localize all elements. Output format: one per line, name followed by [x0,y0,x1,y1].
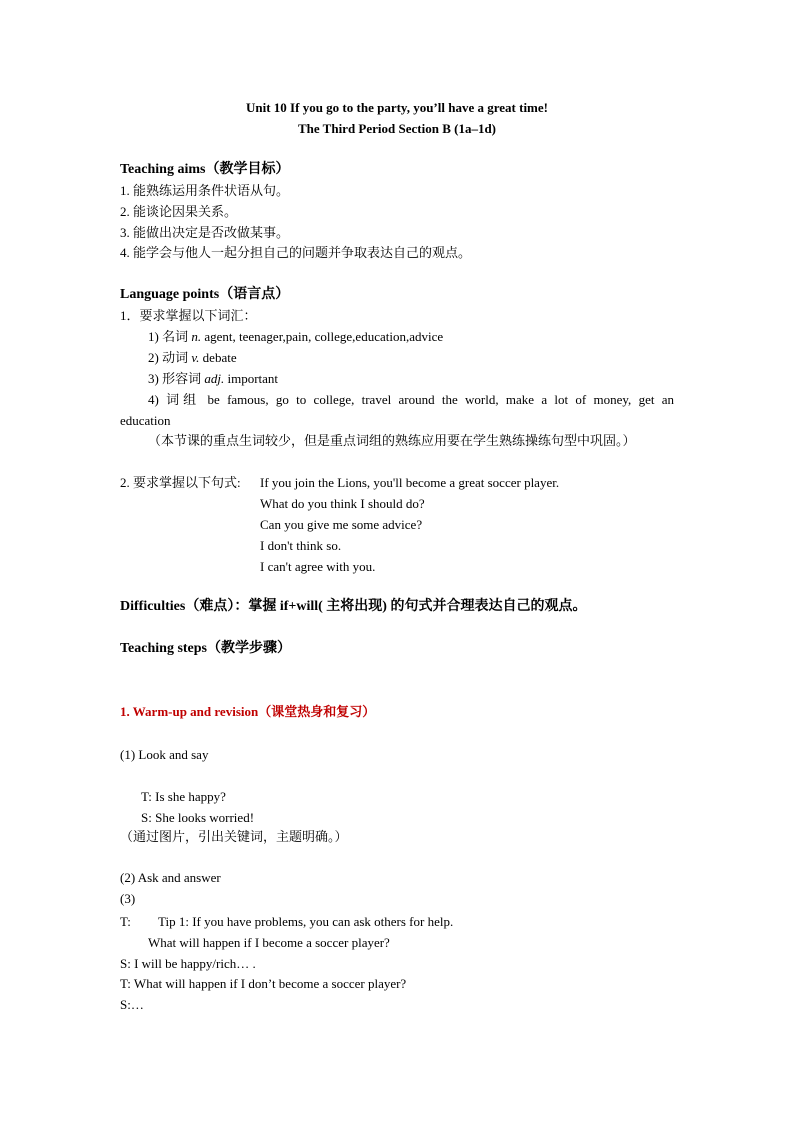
student-answer: S:… [120,997,144,1012]
vocab-label: 名词 [162,329,189,344]
vocab-subheading: 1．要求掌握以下词汇： [120,308,257,323]
vocab-words: debate [202,350,237,365]
warmup-heading: 1. Warm-up and revision（课堂热身和复习） [120,704,376,719]
sentence-item: I don't think so. [260,538,342,553]
dialogue-student: S: She looks worried! [141,810,255,825]
ask-and-answer: (2) Ask and answer [120,870,221,885]
steps-heading: Teaching steps（教学步骤） [120,641,292,656]
warmup-note: （通过图片，引出关键词，主题明确。） [120,829,348,844]
vocab-note: （本节课的重点生词较少，但是重点词组的熟练应用要在学生熟练操练句型中巩固。） [148,433,636,448]
vocab-pos: n. [191,329,202,344]
aim-item: 3. 能做出决定是否改做某事。 [120,225,290,240]
sentence-item: If you join the Lions, you'll become a great soccer player. [260,475,560,490]
vocab-line-adj [148,371,278,387]
sentence-item: Can you give me some advice? [260,517,423,532]
period-title: The Third Period Section B (1a–1d) [297,121,497,136]
vocab-line-verb [148,350,237,366]
teacher-question: T: What will happen if I don’t become a soccer player? [120,976,407,991]
vocab-num: 2) [148,350,159,365]
phrase-continuation: education [120,413,171,428]
look-and-say: (1) Look and say [120,747,209,762]
vocab-line-noun [148,329,443,345]
sentence-item: What do you think I should do? [260,496,425,511]
question-line: What will happen if I become a soccer player? [148,935,390,950]
phrase-words: be famous, go to college, travel around the world, make a lot of money, get an [207,392,675,407]
aim-item: 2. 能谈论因果关系。 [120,204,238,219]
vocab-words: important [227,371,279,386]
vocab-num: 3) [148,371,159,386]
vocab-line-phrase [148,392,674,408]
vocab-label: 动词 [162,350,189,365]
sentence-subheading: 2. 要求掌握以下句式: [120,475,241,490]
unit-title: Unit 10 If you go to the party, you’ll have a great time! [246,100,548,115]
teacher-label: T: [120,914,131,929]
student-answer: S: I will be happy/rich… . [120,956,256,971]
vocab-num: 4) [148,392,159,407]
tip-line: Tip 1: If you have problems, you can ask others for help. [158,914,454,929]
vocab-words: agent, teenager,pain, college,education,advice [204,329,444,344]
aim-item: 4. 能学会与他人一起分担自己的问题并争取表达自己的观点。 [120,245,472,260]
sentence-item: I can't agree with you. [260,559,376,574]
difficulties: Difficulties（难点）：掌握 if+will( 主将出现) 的句式并合理表达自己的观点。 [120,599,587,614]
item-number: (3) [120,891,136,906]
vocab-pos: adj. [204,371,225,386]
vocab-label: 形容词 [162,371,202,386]
language-heading: Language points（语言点） [120,287,290,302]
vocab-label: 词组 [166,392,201,407]
dialogue-teacher: T: Is she happy? [141,789,226,804]
vocab-num: 1) [148,329,159,344]
aims-heading: Teaching aims（教学目标） [120,162,290,177]
vocab-pos: v. [191,350,200,365]
aim-item: 1. 能熟练运用条件状语从句。 [120,183,290,198]
